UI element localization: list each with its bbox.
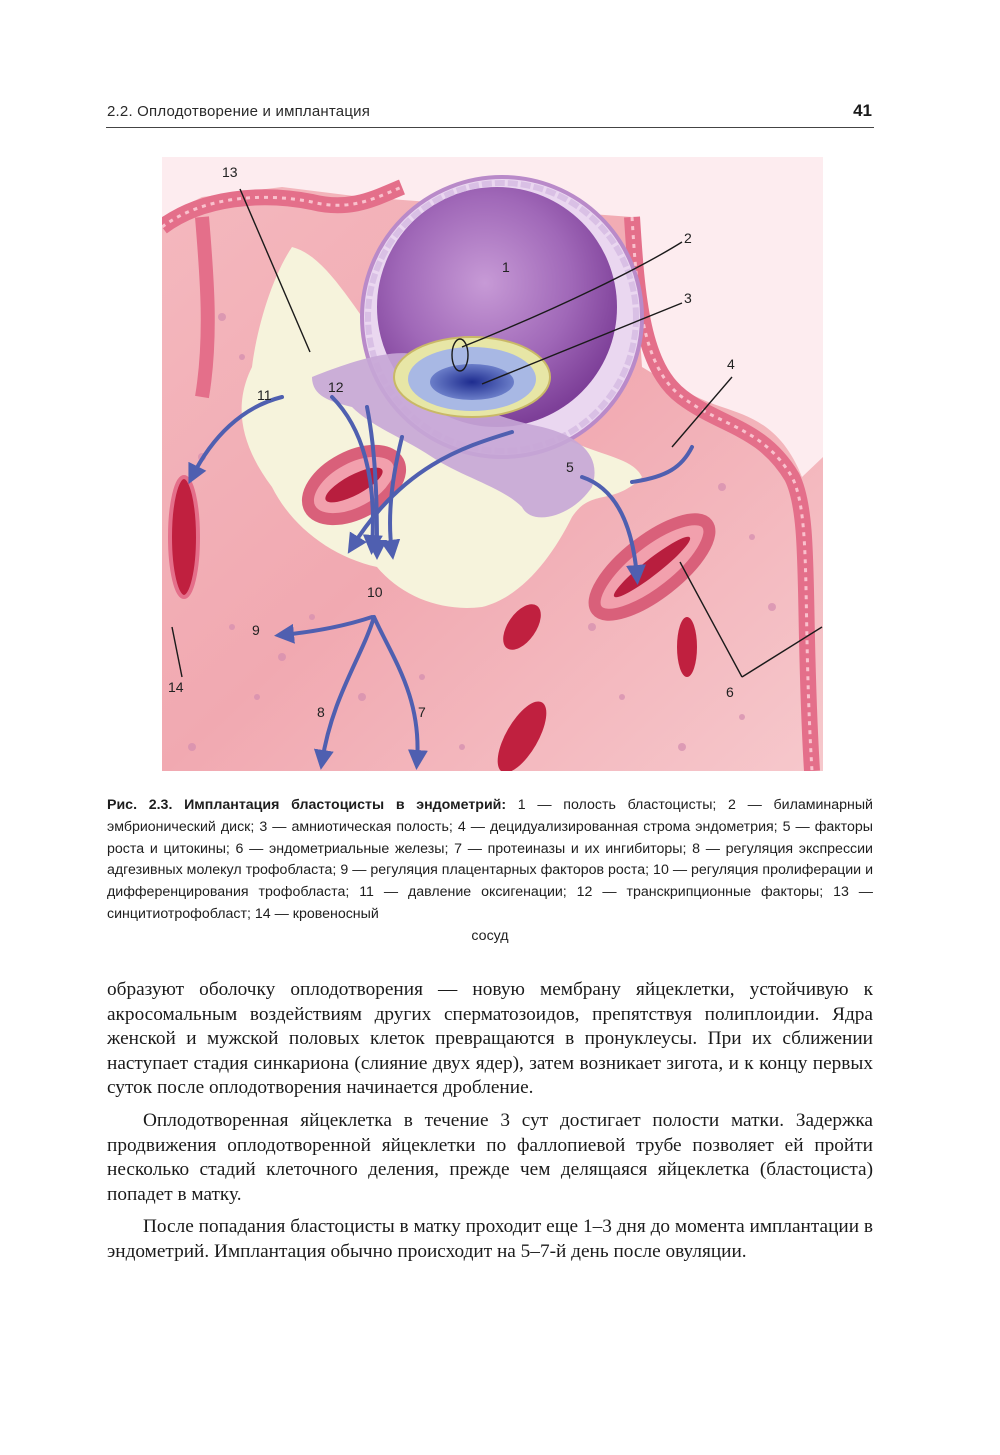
caption-text: 1 — полость бластоцисты; 2 — биламинарный эмбрионический диск; 3 — амниотическая полость; 4 — децидуализированная строма эндометрия; 5 — факторы роста и цитокины; 6 — эндометриальные железы; 7 — протеиназы и их ингибиторы; 8 — регуляция экспрессии адгезивных молекул трофобласта; 9 — регуляция плацентарных факторов роста; 10 — регуляция пролиферации и дифференцирования трофобласта; 11 — давление оксигенации; 12 — транскрипционные факторы; 13 — синцитиотрофобласт; 14 — кровеносный — [107, 797, 873, 922]
page-number: 41 — [853, 101, 872, 120]
callout-7: 7 — [418, 704, 426, 720]
callout-6: 6 — [726, 684, 734, 700]
callout-2: 2 — [684, 230, 692, 246]
header-divider — [106, 127, 874, 128]
paragraph: Оплодотворенная яйцеклетка в течение 3 сут достигает полости матки. Задержка продвижения оплодотворенной яйцеклетки по фаллопиевой трубе позволяет ей пройти несколько стадий клеточного деления, прежде чем делящаяся яйцеклетка (бластоциста) попадет в матку. — [107, 1109, 873, 1205]
callout-3: 3 — [684, 290, 692, 306]
implantation-figure — [162, 157, 823, 771]
paragraph: После попадания бластоцисты в матку проходит еще 1–3 дня до момента имплантации в эндометрий. Имплантация обычно происходит на 5–7-й день после овуляции. — [107, 1216, 873, 1262]
caption-label: Рис. 2.3. Имплантация бластоцисты в эндометрий: — [107, 797, 507, 813]
callout-13: 13 — [222, 164, 238, 180]
amniotic-cavity — [430, 364, 514, 400]
running-header-title: 2.2. Оплодотворение и имплантация — [107, 103, 371, 120]
callout-4: 4 — [727, 356, 735, 372]
implantation-illustration — [162, 157, 823, 771]
callout-1: 1 — [502, 259, 510, 275]
vessel-left — [170, 477, 198, 597]
paragraph: образуют оболочку оплодотворения — новую мембрану яйцеклетки, устойчивую к акросомальным воздействиям других сперматозоидов, препятствуя полиплоидии. Ядра женской и мужской половых клеток превращаются в пронуклеусы. При их сближении наступает стадия синкариона (слияние двух ядер), затем возникает зигота, и к концу первых суток после оплодотворения начинается дробление. — [107, 979, 873, 1099]
callout-14: 14 — [168, 679, 184, 695]
caption-last-line: сосуд — [471, 927, 509, 944]
body-text — [107, 978, 873, 1273]
vessel-right — [677, 617, 697, 677]
callout-5: 5 — [566, 459, 574, 475]
figure-caption — [107, 795, 873, 948]
callout-8: 8 — [317, 704, 325, 720]
callout-12: 12 — [328, 379, 344, 395]
epithelium-left-edge — [202, 217, 208, 397]
callout-9: 9 — [252, 622, 260, 638]
callout-11: 11 — [257, 387, 272, 403]
callout-10: 10 — [367, 584, 383, 600]
